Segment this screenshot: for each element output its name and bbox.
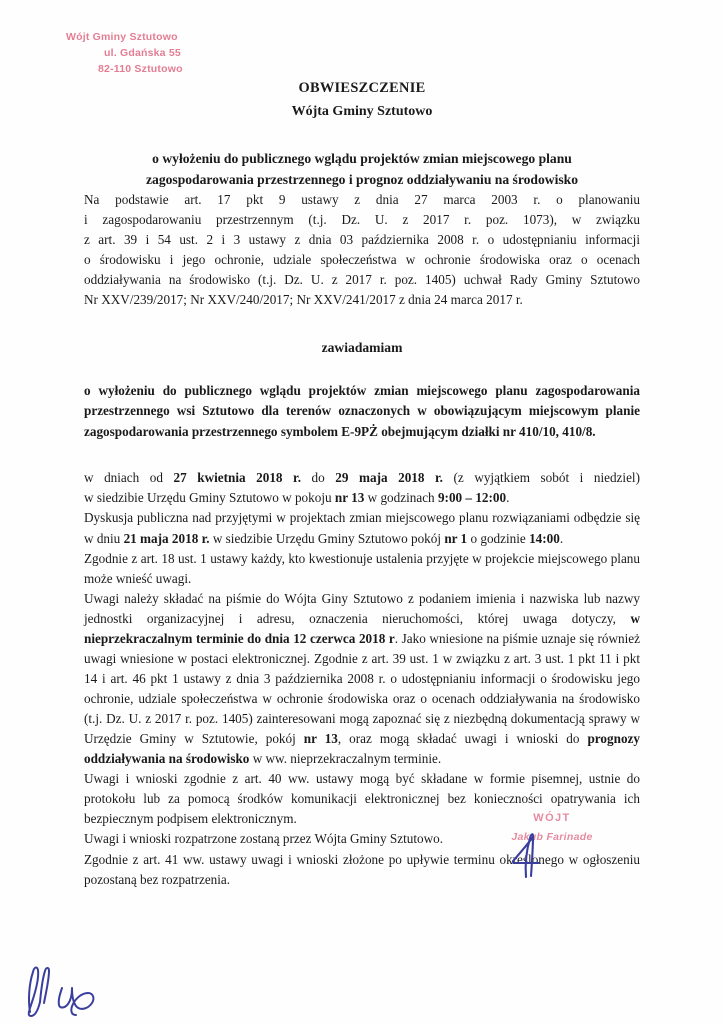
paragraph-late-submissions: Zgodnie z art. 41 ww. ustawy uwagi i wnioski złożone po upływie terminu określonego w ogłoszeniu pozostaną bez rozpatrzenia. xyxy=(84,851,640,887)
discussion-line xyxy=(84,508,640,548)
legal-basis-line-3: z art. 39 i 54 ust. 2 i 3 ustawy z dnia 03 października 2008 r. o udostępnianiu informacji xyxy=(84,232,640,248)
legal-basis-line-4: o środowisku i jego ochronie, udziale społeczeństwa w ochronie środowiska oraz o ocenach xyxy=(84,252,640,268)
paragraph-subject: o wyłożeniu do publicznego wglądu projektów zmian miejscowego planu zagospodarowania przestrzennego wsi Sztutowo dla terenów oznaczonych w obowiązującym miejscowym planie zagospodarowania przestrzennego symbolem E-9PŻ obejmującym działki nr 410/10, 410/8. xyxy=(84,382,640,439)
document-title: OBWIESZCZENIE xyxy=(298,80,426,96)
paragraph-dates xyxy=(84,468,640,548)
submission-part-2: . Jako wniesione na piśmie uznaje się również uwagi wniesione w postaci elektronicznej. Zgodnie z art. 39 ust. 1 w związku z art. 3 ust. 1 pkt 11 i pkt 14 i art. 46 pkt 1 ustawy z dnia 3 października 2008 r. o udostępnianiu informacji o środowisku jego ochronie, udziale społeczeństwa w ochronie środowiska oraz o ocenach oddziaływania na środowisko (t.j. Dz. U. z 2017 r. poz. 1405) zainteresowani mogą zapoznać się z niezbędną dokumentacją sprawy w Urzędzie Gminy w Sztutowie, pokój xyxy=(84,630,640,747)
handwritten-initials-icon xyxy=(18,962,104,1020)
paragraph-consideration: Uwagi i wnioski rozpatrzone zostaną przez Wójta Gminy Sztutowo. xyxy=(84,831,444,847)
submission-part-1: Uwagi należy składać na piśmie do Wójta Giny Sztutowo z podaniem imienia i nazwiska lub nazwy jednostki organizacyjnej i adresu, oznaczenia nieruchomości, której uwaga dotyczy, xyxy=(84,590,640,626)
submission-part-3: , oraz mogą składać uwagi i wnioski do xyxy=(337,731,588,747)
letterhead-line-3: 82-110 Sztutowo xyxy=(98,62,183,75)
paragraph-objection-right: Zgodnie z art. 18 ust. 1 ustawy każdy, kto kwestionuje ustalenia przyjęte w projekcie miejscowego planu może wnieść uwagi. xyxy=(84,550,640,586)
legal-basis-line-5: oddziaływania na środowisko (t.j. Dz. U. z 2017 r. poz. 1405) uchwał Rady Gminy Sztutowo xyxy=(84,272,640,288)
signature-role: WÓJT xyxy=(533,812,571,824)
discussion-prefix: Dyskusja publiczna nad przyjętymi w projektach zmian miejscowego planu rozwiązaniami odbędzie się w dniu xyxy=(84,510,640,546)
venue-line xyxy=(84,488,640,508)
document-content xyxy=(84,78,640,890)
discussion-time-prefix: o godzinie xyxy=(467,530,530,546)
document-subtitle: Wójta Gminy Sztutowo xyxy=(291,103,433,119)
signature-name: Jakub Farinade xyxy=(511,831,593,843)
venue-prefix: w siedzibie Urzędu Gminy Sztutowo w pokoju xyxy=(84,490,335,506)
discussion-room: nr 1 xyxy=(444,530,468,546)
date-from: 27 kwietnia 2018 r. xyxy=(173,470,301,486)
display-period-suffix: (z wyjątkiem sobót i niedziel) xyxy=(442,470,640,486)
hours-prefix: w godzinach xyxy=(364,490,438,506)
submission-room: nr 13 xyxy=(303,731,338,747)
date-to: 29 maja 2018 r. xyxy=(335,470,443,486)
document-description-line-2: zagospodarowania przestrzennego i prognoz oddziaływaniu na środowisko xyxy=(145,171,579,187)
letterhead-line-1: Wójt Gminy Sztutowo xyxy=(66,31,178,43)
venue-room: nr 13 xyxy=(334,490,365,506)
signature-stamp xyxy=(492,812,612,843)
paragraph-submission-forms: Uwagi i wnioski zgodnie z art. 40 ww. ustawy mogą być składane w formie pisemnej, ustnie do protokołu lub za pomocą środków komunikacji elektronicznej bez konieczności opatrywania ich bezpiecznym podpisem elektronicznym. xyxy=(84,771,640,827)
discussion-date: 21 maja 2018 r. xyxy=(123,530,210,546)
legal-basis-line-6: Nr XXV/239/2017; Nr XXV/240/2017; Nr XXV/241/2017 z dnia 24 marca 2017 r. xyxy=(84,292,523,308)
declaration-heading: zawiadamiam xyxy=(321,340,403,356)
letterhead-line-2: ul. Gdańska 55 xyxy=(104,46,181,59)
legal-basis-line-2: i zagospodarowaniu przestrzennym (t.j. Dz. U. z 2017 r. poz. 1073), w związku xyxy=(84,212,640,227)
paragraph-submission xyxy=(84,589,640,770)
legal-basis-line-1: Na podstawie art. 17 pkt 9 ustawy z dnia 27 marca 2003 r. o planowaniu xyxy=(84,191,640,207)
hours-suffix: . xyxy=(506,490,510,506)
submission-deadline: w nieprzekraczalnym terminie do dnia 12 czerwca 2018 r xyxy=(84,610,640,646)
submission-part-4: w ww. nieprzekraczalnym terminie. xyxy=(249,751,442,767)
venue-hours: 9:00 – 12:00 xyxy=(437,490,507,506)
discussion-time: 14:00 xyxy=(529,530,560,546)
display-period-line xyxy=(84,468,640,488)
document-description-line-1: o wyłożeniu do publicznego wglądu projektów zmian miejscowego planu xyxy=(152,151,572,167)
letterhead-stamp xyxy=(62,30,292,78)
discussion-suffix: . xyxy=(559,530,564,546)
display-period-middle: do xyxy=(301,470,336,486)
display-period-prefix: w dniach od xyxy=(84,470,174,486)
paragraph-legal-basis xyxy=(84,190,640,310)
document-description xyxy=(84,149,640,190)
submission-forecast: prognozy oddziaływania na środowisko xyxy=(84,731,640,767)
discussion-middle: w siedzibie Urzędu Gminy Sztutowo pokój xyxy=(209,530,445,546)
